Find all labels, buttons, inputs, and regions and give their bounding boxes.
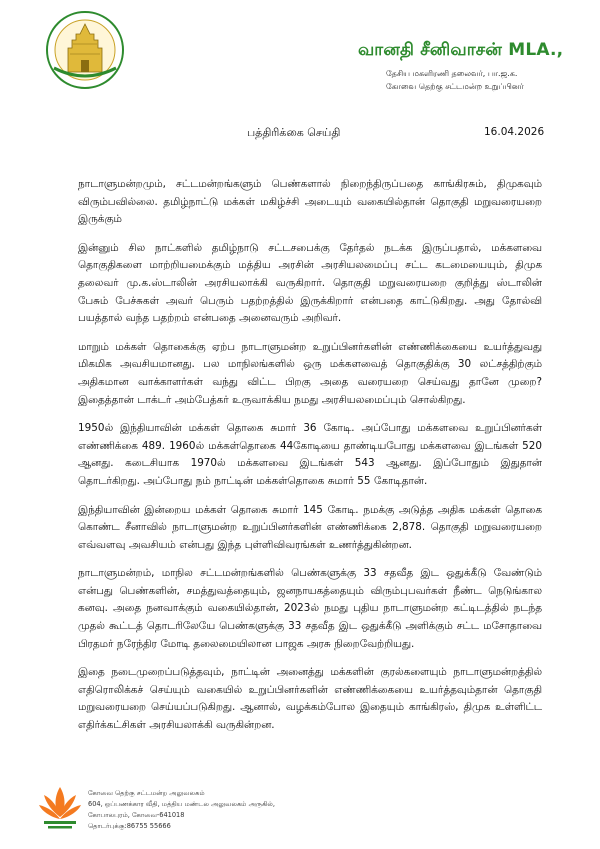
contact-phone: தொடர்புக்கு:86755 55666 [88, 822, 171, 830]
press-body [78, 176, 542, 746]
paragraph: 1950ல் இந்தியாவின் மக்கள் தொகை சுமார் 36 கோடி. அப்போது மக்களவை உறுப்பினர்கள் எண்ணிக்கை 489. 1960ல் மக்கள்தொகை 44கோடியை தாண்டியபோது மக்களவை இடங்கள் 520 ஆனது. கடைசியாக 1970ல் மக்களவை இடங்கள் 543 ஆனது. இப்போதும் இதுதான் தொடர்கிறது. அப்போது நம் நாட்டின் மக்கள்தொகை சுமார் 55 கோடிதான். [78, 422, 542, 487]
address-line: 604, ஒப்பணக்கார வீதி, மத்திய மண்டல அலுவலகம் அருகில், [88, 800, 275, 808]
letterhead-designation [358, 67, 578, 93]
tamil-nadu-emblem [42, 10, 128, 90]
press-date: 16.04.2026 [484, 126, 545, 138]
mla-name: வானதி சீனிவாசன் MLA., [358, 40, 564, 60]
lotus-logo-icon [38, 781, 82, 833]
press-header [0, 126, 600, 142]
office-name: கோவை தெற்கு சட்டமன்ற அலுவலகம் [88, 789, 205, 797]
paragraph: நாடாளுமன்றமும், சட்டமன்றங்களும் பெண்களால் நிறைந்திருப்பதை காங்கிரசும், திமுகவும் விரும்பவில்லை. தமிழ்நாட்டு மக்கள் மகிழ்ச்சி அடையும் வகையில்தான் தொகுதி மறுவரையறை இருக்கும் [78, 178, 542, 226]
paragraph: நாடாளுமன்றம், மாநில சட்டமன்றங்களில் பெண்களுக்கு 33 சதவீத இட ஒதுக்கீடு வேண்டும் என்பது பெண்களின், சமத்துவத்தையும், ஜனநாயகத்தையும் விரும்புபவர்கள் நீண்ட நெடுங்கால கனவு. அதை நனவாக்கும் வகையில்தான், 2023ல் நமது புதிய நாடாளுமன்ற கட்டிடத்தில் நடந்த முதல் கூட்டத் தொடரிலேயே பெண்களுக்கு 33 சதவீத இட ஒதுக்கீடு அளிக்கும் சட்ட மசோதாவை பிரதமர் நரேந்திர மோடி தலைமையிலான பாஜக அரசு நிறைவேற்றியது. [78, 567, 542, 650]
paragraph: இந்தியாவின் இன்றைய மக்கள் தொகை சுமார் 145 கோடி. நமக்கு அடுத்த அதிக மக்கள் தொகை கொண்ட சீனாவில் நாடாளுமன்ற உறுப்பினர்களின் எண்ணிக்கை 2,878. தொகுதி மறுவரையறை எவ்வளவு அவசியம் என்பது இந்த புள்ளிவிவரங்கள் உணர்த்துகின்றன. [78, 503, 542, 551]
constituency-line: கோவை தெற்கு சட்டமன்ற உறுப்பினர் [386, 82, 524, 91]
letterhead [358, 40, 578, 93]
footer-address [88, 788, 275, 832]
press-release-title: பத்திரிக்கை செய்தி [247, 126, 341, 139]
address-city: கோபாலபுரம், கோவை-641018 [88, 811, 185, 819]
paragraph: இன்னும் சில நாட்களில் தமிழ்நாடு சட்டசபைக்கு தேர்தல் நடக்க இருப்பதால், மக்களவை தொகுதிகளை மாற்றியமைக்கும் மத்திய அரசின் அரசியலமைப்பு சட்ட கடமையையும், திமுக தலைவர் மு.க.ஸ்டாலின் அரசியலாக்கி வருகிறார். தொகுதி மறுவரையறை குறித்து ஸ்டாலின் பேசும் பேச்சுகள் அவர் பெரும் பதற்றத்தில் இருக்கிறார் என்பதை காட்டுகிறது. அது தோல்வி பயத்தால் வந்த பதற்றம் என்பதை அனைவரும் அறிவர். [78, 241, 542, 325]
paragraph: இதை நடைமுறைப்படுத்தவும், நாட்டின் அனைத்து மக்களின் குரல்களையும் நாடாளுமன்றத்தில் எதிரொலிக்கச் செய்யும் வகையில் உறுப்பினர்களின் எண்ணிக்கையை உயர்த்தவும்தான் தொகுதி மறுவரையறை செய்யப்படுகிறது. ஆனால், வழக்கம்போல இதையும் காங்கிரஸ், திமுக உள்ளிட்ட எதிர்க்கட்சிகள் அரசியலாக்கி வருகின்றன. [78, 666, 542, 732]
designation-line: தேசிய மகளிரணி தலைவர், பா.ஜ.க. [386, 69, 518, 78]
paragraph: மாறும் மக்கள் தொகைக்கு ஏற்ப நாடாளுமன்ற உறுப்பினர்களின் எண்ணிக்கையை உயர்த்துவது மிகமிக அவசியமானது. பல மாநிலங்களில் ஒரு மக்களவைத் தொகுதிக்கு 30 லட்சத்திற்கும் அதிகமான வாக்காளர்கள் வந்து விட்ட பிறகு அதை வரையறை செய்வது தானே முறை? இதைத்தான் டாக்டர் அம்பேத்கர் உருவாக்கிய நமது அரசியலமைப்பும் சொல்கிறது. [78, 340, 542, 406]
